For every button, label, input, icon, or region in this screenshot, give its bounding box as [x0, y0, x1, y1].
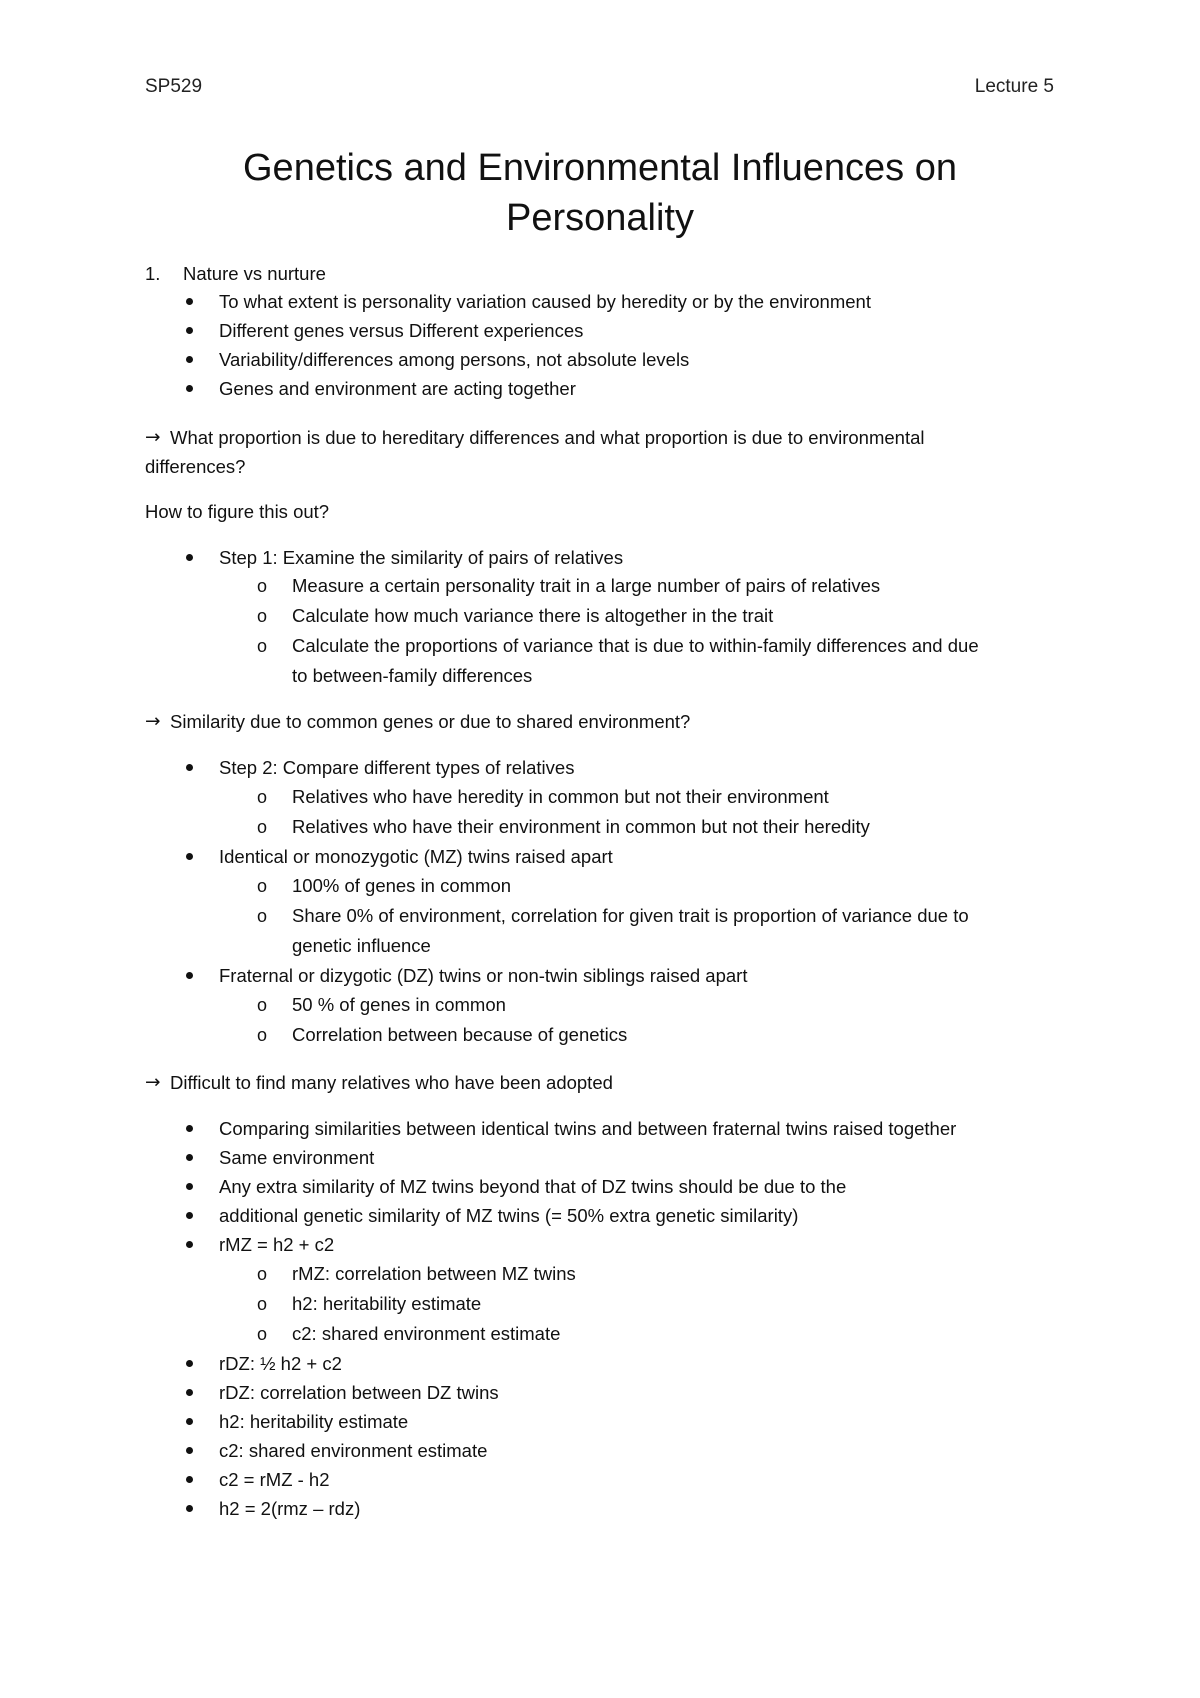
bullet-icon: [186, 1418, 193, 1425]
bullet-icon: [186, 1183, 193, 1190]
bullet-icon: [186, 1447, 193, 1454]
bullet-icon: [186, 1360, 193, 1367]
sub-bullet-icon: o: [257, 876, 268, 896]
list-item: Comparing similarities between identical twins and between fraternal twins raised together: [219, 1118, 957, 1139]
sub-bullet-icon: o: [257, 1294, 268, 1314]
list-item: rMZ = h2 + c2: [219, 1234, 335, 1255]
sub-list-item: Correlation between because of genetics: [292, 1024, 628, 1045]
sub-bullet-icon: o: [257, 906, 268, 926]
sub-list-item: Share 0% of environment, correlation for given trait is proportion of variance due to: [292, 905, 969, 926]
bullet-icon: [186, 972, 193, 979]
sub-list-item-continuation: genetic influence: [292, 935, 431, 956]
sub-bullet-icon: o: [257, 995, 268, 1015]
bullet-icon: [186, 1154, 193, 1161]
list-item: c2: shared environment estimate: [219, 1440, 488, 1461]
list-item: Fraternal or dizygotic (DZ) twins or non-twin siblings raised apart: [219, 965, 748, 986]
bullet-icon: [186, 1212, 193, 1219]
paragraph-line: Similarity due to common genes or due to shared environment?: [170, 711, 691, 732]
title-line-1: Genetics and Environmental Influences on: [243, 147, 957, 189]
sub-list-item: Measure a certain personality trait in a large number of pairs of relatives: [292, 575, 881, 596]
list-item: Same environment: [219, 1147, 375, 1168]
paragraph-heading: How to figure this out?: [145, 501, 330, 522]
sub-bullet-icon: o: [257, 1324, 268, 1344]
sub-list-item: 50 % of genes in common: [292, 994, 506, 1015]
list-item: rDZ: correlation between DZ twins: [219, 1382, 499, 1403]
sub-list-item: Calculate the proportions of variance that is due to within-family differences and due: [292, 635, 979, 656]
bullet-icon: [186, 385, 193, 392]
paragraph-line: differences?: [145, 456, 246, 477]
list-item: Genes and environment are acting together: [219, 378, 576, 399]
paragraph-line: Difficult to find many relatives who have been adopted: [170, 1072, 613, 1093]
arrow-icon: →: [145, 1072, 161, 1093]
title-line-2: Personality: [506, 197, 694, 239]
arrow-icon: →: [145, 427, 161, 448]
list-item: Any extra similarity of MZ twins beyond that of DZ twins should be due to the: [219, 1176, 847, 1197]
list-item: To what extent is personality variation caused by heredity or by the environment: [219, 291, 871, 312]
sub-list-item: h2: heritability estimate: [292, 1293, 482, 1314]
list-item: Identical or monozygotic (MZ) twins raised apart: [219, 846, 613, 867]
header-lecture-number: Lecture 5: [974, 76, 1054, 97]
bullet-icon: [186, 298, 193, 305]
sub-bullet-icon: o: [257, 787, 268, 807]
arrow-icon: →: [145, 711, 161, 732]
bullet-icon: [186, 554, 193, 561]
sub-list-item: rMZ: correlation between MZ twins: [292, 1263, 576, 1284]
list-item: Variability/differences among persons, not absolute levels: [219, 349, 690, 370]
sub-bullet-icon: o: [257, 576, 268, 596]
sub-bullet-icon: o: [257, 1264, 268, 1284]
bullet-icon: [186, 1125, 193, 1132]
sub-bullet-icon: o: [257, 636, 268, 656]
section-heading: Nature vs nurture: [183, 263, 326, 284]
list-item: Different genes versus Different experiences: [219, 320, 584, 341]
sub-list-item-continuation: to between-family differences: [292, 665, 533, 686]
sub-list-item: Relatives who have heredity in common but not their environment: [292, 786, 829, 807]
list-item: Step 2: Compare different types of relatives: [219, 757, 575, 778]
bullet-icon: [186, 1476, 193, 1483]
paragraph-line: What proportion is due to hereditary differences and what proportion is due to environmental: [170, 427, 925, 448]
sub-list-item: Relatives who have their environment in common but not their heredity: [292, 816, 870, 837]
header-course-code: SP529: [145, 76, 203, 97]
bullet-icon: [186, 1505, 193, 1512]
sub-bullet-icon: o: [257, 1025, 268, 1045]
list-item: rDZ: ½ h2 + c2: [219, 1353, 342, 1374]
bullet-icon: [186, 327, 193, 334]
list-item: h2: heritability estimate: [219, 1411, 409, 1432]
sub-bullet-icon: o: [257, 817, 268, 837]
sub-list-item: 100% of genes in common: [292, 875, 512, 896]
page-title: [145, 143, 1055, 243]
bullet-icon: [186, 1389, 193, 1396]
bullet-icon: [186, 764, 193, 771]
sub-list-item: c2: shared environment estimate: [292, 1323, 561, 1344]
bullet-icon: [186, 1241, 193, 1248]
bullet-icon: [186, 356, 193, 363]
sub-bullet-icon: o: [257, 606, 268, 626]
list-item: c2 = rMZ - h2: [219, 1469, 330, 1490]
list-item: Step 1: Examine the similarity of pairs of relatives: [219, 547, 624, 568]
bullet-icon: [186, 853, 193, 860]
list-item: h2 = 2(rmz – rdz): [219, 1498, 361, 1519]
section-number: 1.: [145, 263, 161, 284]
list-item: additional genetic similarity of MZ twins (= 50% extra genetic similarity): [219, 1205, 799, 1226]
sub-list-item: Calculate how much variance there is altogether in the trait: [292, 605, 774, 626]
